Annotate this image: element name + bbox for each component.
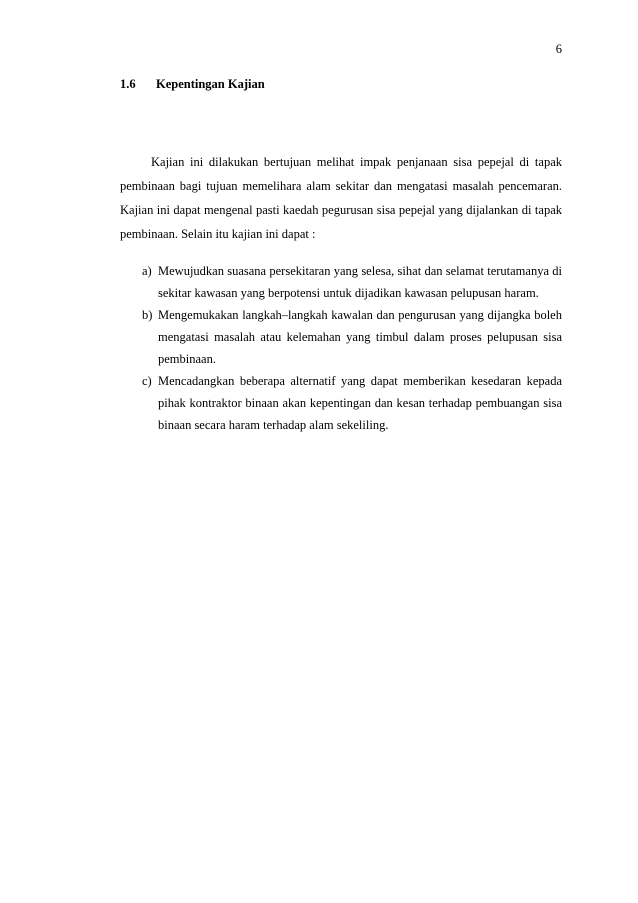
list-item [120, 304, 562, 370]
body-paragraph: Kajian ini dilakukan bertujuan melihat impak penjanaan sisa pepejal di tapak pembinaan bagi tujuan memelihara alam sekitar dan mengatasi masalah pencemaran. Kajian ini dapat mengenal pasti kaedah pegurusan sisa pepejal yang dijalankan di tapak pembinaan. Selain itu kajian ini dapat : [120, 155, 562, 241]
list-marker: c) [142, 374, 152, 388]
page-number: 6 [555, 42, 562, 56]
section-number: 1.6 [120, 77, 136, 91]
section-title: Kepentingan Kajian [156, 77, 265, 91]
list-item-text: Mewujudkan suasana persekitaran yang selesa, sihat dan selamat terutamanya di sekitar kawasan yang berpotensi untuk dijadikan kawasan pelupusan haram. [158, 264, 562, 300]
list-marker: b) [142, 308, 153, 322]
list-item [120, 260, 562, 304]
list-marker: a) [142, 264, 152, 278]
list-item-text: Mencadangkan beberapa alternatif yang dapat memberikan kesedaran kepada pihak kontraktor binaan akan kepentingan dan kesan terhadap pembuangan sisa binaan secara haram terhadap alam sekeliling. [158, 374, 562, 432]
section-heading [120, 77, 265, 92]
list-item [120, 370, 562, 436]
objectives-list [120, 260, 562, 436]
list-item-text: Mengemukakan langkah–langkah kawalan dan pengurusan yang dijangka boleh mengatasi masalah atau kelemahan yang timbul dalam proses pelupusan sisa pembinaan. [158, 308, 562, 366]
